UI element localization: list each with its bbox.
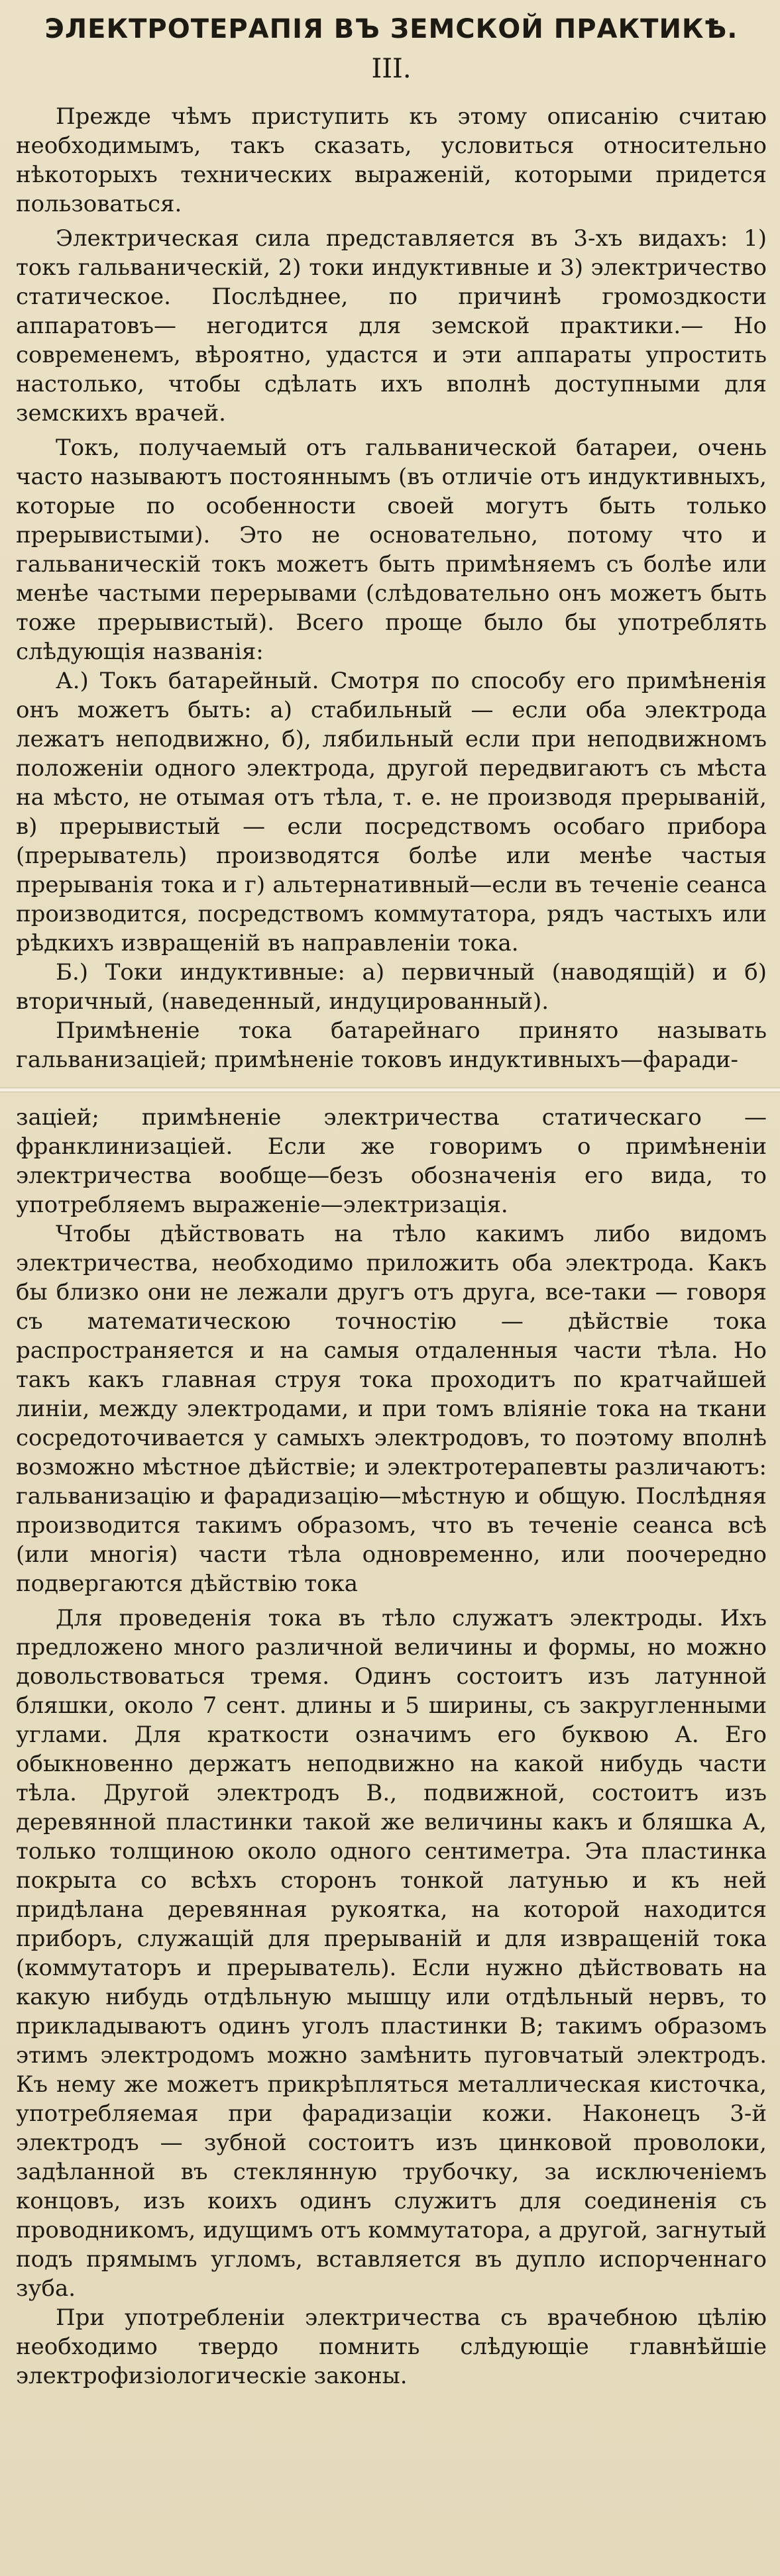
article-title: ЭЛЕКТРОТЕРАПІЯ ВЪ ЗЕМСКОЙ ПРАКТИКѢ.	[44, 14, 738, 44]
article-column-top	[16, 102, 767, 1074]
clipping-seam	[0, 1088, 780, 1092]
paragraph-electrodes: Для проведенія тока въ тѣло служатъ электроды. Ихъ предложено много различной величины и формы, но можно довольствоваться тремя. Одинъ состоитъ изъ латунной бляшки, около 7 сент. длины и 5 ширины, съ закругленными углами. Для краткости означимъ его буквою А. Его обыкновенно держатъ неподвижно на какой нибудь части тѣла. Другой электродъ В., подвижной, состоитъ изъ деревянной пластинки такой же величины какъ и бляшка А, только толщиною около одного сентиметра. Эта пластинка покрыта со всѣхъ сторонъ тонкой латунью и къ ней придѣлана деревянная рукоятка, на которой находится приборъ, служащій для прерываній и для извращеній тока (коммутаторъ и прерыватель). Если нужно дѣйствовать на какую нибудь отдѣльную мышцу или отдѣльный нервъ, то прикладываютъ одинъ уголъ пластинки В; такимъ образомъ этимъ электродомъ можно замѣнить пуговчатый электродъ. Къ нему же можетъ прикрѣпляться металлическая кисточка, употребляемая при фарадизаціи кожи. Наконецъ 3-й электродъ — зубной состоитъ изъ цинковой проволоки, задѣланной въ стеклянную трубочку, за исключеніемъ концовъ, изъ коихъ одинъ служитъ для соединенія съ проводникомъ, идущимъ отъ коммутатора, а другой, загнутый подъ прямымъ угломъ, вставляется въ дупло испорченнаго зуба.	[16, 1605, 767, 2302]
paragraph-laws: При употребленіи электричества съ врачебною цѣлію необходимо твердо помнить слѣдующіе главнѣйшіе электрофизіологическіе законы.	[16, 2304, 767, 2389]
paragraph-battery-current: А.) Токъ батарейный. Смотря по способу его примѣненія онъ можетъ быть: а) стабильный — если оба электрода лежатъ неподвижно, б), лябильный если при неподвижномъ положеніи одного электрода, другой передвигаютъ съ мѣста на мѣсто, не отымая отъ тѣла, т. е. не производя прерываній, в) прерывистый — если посредствомъ особаго прибора (прерыватель) производятся болѣе или менѣе частыя прерыванія тока и г) альтернативный—если въ теченіе сеанса производится, посредствомъ коммутатора, рядъ частыхъ или рѣдкихъ извращеній въ направленіи тока.	[16, 668, 767, 956]
article-column-bottom	[16, 1103, 767, 2391]
section-number: III.	[371, 54, 412, 84]
paragraph-inductive-currents: Б.) Токи индуктивные: а) первичный (наводящій) и б) вторичный, (наведенный, индуцированный).	[16, 959, 767, 1015]
paragraph-franklinization: заціей; примѣненіе электричества статическаго — франклинизаціей. Если же говоримъ о примѣненіи электричества вообще—безъ обозначенія его вида, то употребляемъ выраженіе—электризація.	[16, 1104, 767, 1218]
paragraph-electric-forms: Электрическая сила представляется въ 3-хъ видахъ: 1) токъ гальваническій, 2) токи индуктивные и 3) электричество статическое. Послѣднее, по причинѣ громоздкости аппаратовъ— негодится для земской практики.— Но современемъ, вѣроятно, удастся и эти аппараты упростить настолько, чтобы сдѣлать ихъ вполнѣ доступными для земскихъ врачей.	[16, 225, 767, 427]
paragraph-galvanic-current: Токъ, получаемый отъ гальванической батареи, очень часто называютъ постояннымъ (въ отличіе отъ индуктивныхъ, которые по особенности своей могутъ быть только прерывистыми). Это не основательно, потому что и гальваническій токъ можетъ быть примѣняемъ съ болѣе или менѣе частыми перерывами (слѣдовательно онъ можетъ быть тоже прерывистый). Всего проще было бы употреблять слѣдующія названія:	[16, 435, 767, 665]
paragraph-galvanization: Примѣненіе тока батарейнаго принято называть гальванизаціей; примѣненіе токовъ индуктивныхъ—фаради-	[16, 1017, 767, 1073]
paragraph-local-action: Чтобы дѣйствовать на тѣло какимъ либо видомъ электричества, необходимо приложить оба электрода. Какъ бы близко они не лежали другъ отъ друга, все-таки — говоря съ математическою точностію — дѣйствіе тока распространяется и на самыя отдаленныя части тѣла. Но такъ какъ главная струя тока проходитъ по кратчайшей линіи, между электродами, и при томъ вліяніе тока на ткани сосредоточивается у самыхъ электродовъ, то поэтому вполнѣ возможно мѣстное дѣйствіе; и электротерапевты различаютъ: гальванизацію и фарадизацію—мѣстную и общую. Послѣдняя производится такимъ образомъ, что въ теченіе сеанса всѣ (или многія) части тѣла одновременно, или поочередно подвергаются дѣйствію тока	[16, 1221, 767, 1597]
paragraph-intro: Прежде чѣмъ приступить къ этому описанію считаю необходимымъ, такъ сказать, условиться относительно нѣкоторыхъ технических выраженій, которыми придется пользоваться.	[16, 103, 767, 217]
